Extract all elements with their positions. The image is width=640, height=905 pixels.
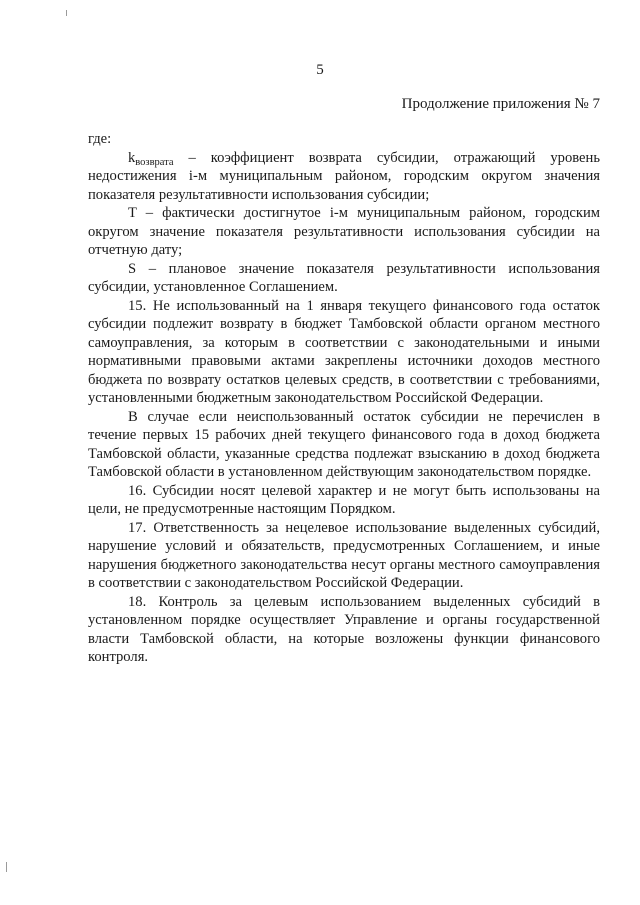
- paragraph-17: 17. Ответственность за нецелевое использование выделенных субсидий, нарушение условий и обязательств, предусмотренных Соглашением, и иные нарушения бюджетного законодательства несут органы местного самоуправления в соответствии с законодательством Российской Федерации.: [88, 519, 600, 591]
- paragraph-16: 16. Субсидии носят целевой характер и не могут быть использованы на цели, не предусмотренные настоящим Порядком.: [88, 482, 600, 517]
- scan-edge-mark: [6, 862, 7, 872]
- paragraph-15-case: В случае если неиспользованный остаток субсидии не перечислен в течение первых 15 рабочих дней текущего финансового года в доход бюджета Тамбовской области, указанные средства подлежат взысканию в доход бюджета Тамбовской области в установленном действующим законодательством порядке.: [88, 408, 600, 480]
- paragraph-15: 15. Не использованный на 1 января текущего финансового года остаток субсидии подлежит возврату в бюджет Тамбовской области органом местного самоуправления, за которым в соответствии с законодательными и иными нормативными правовыми актами закреплены источники доходов местного бюджета по возврату остатков целевых средств, в соответствии с требованиями, установленными бюджетным законодательством Российской Федерации.: [88, 297, 600, 406]
- page-number: 5: [316, 62, 324, 78]
- appendix-continuation-label: Продолжение приложения № 7: [401, 96, 600, 112]
- t-definition: T – фактически достигнутое i-м муниципальным районом, городским округом значение показателя результативности использования субсидии на отчетную дату;: [88, 205, 600, 258]
- s-definition: S – плановое значение показателя результативности использования субсидии, установленное Соглашением.: [88, 260, 600, 295]
- scan-edge-mark: [66, 10, 67, 16]
- k-symbol: k: [128, 149, 136, 166]
- k-definition-text: – коэффициент возврата субсидии, отражающий уровень недостижения i-м муниципальным районом, городским округом значения показателя результативности использования субсидии;: [88, 149, 600, 203]
- k-definition: [88, 149, 600, 205]
- document-body: [88, 130, 600, 667]
- where-label: где:: [88, 131, 112, 147]
- paragraph-18: 18. Контроль за целевым использованием выделенных субсидий в установленном порядке осуществляет Управление и органы государственной власти Тамбовской области, на которые возложены функции финансового контроля.: [88, 593, 600, 665]
- k-subscript: возврата: [135, 156, 174, 168]
